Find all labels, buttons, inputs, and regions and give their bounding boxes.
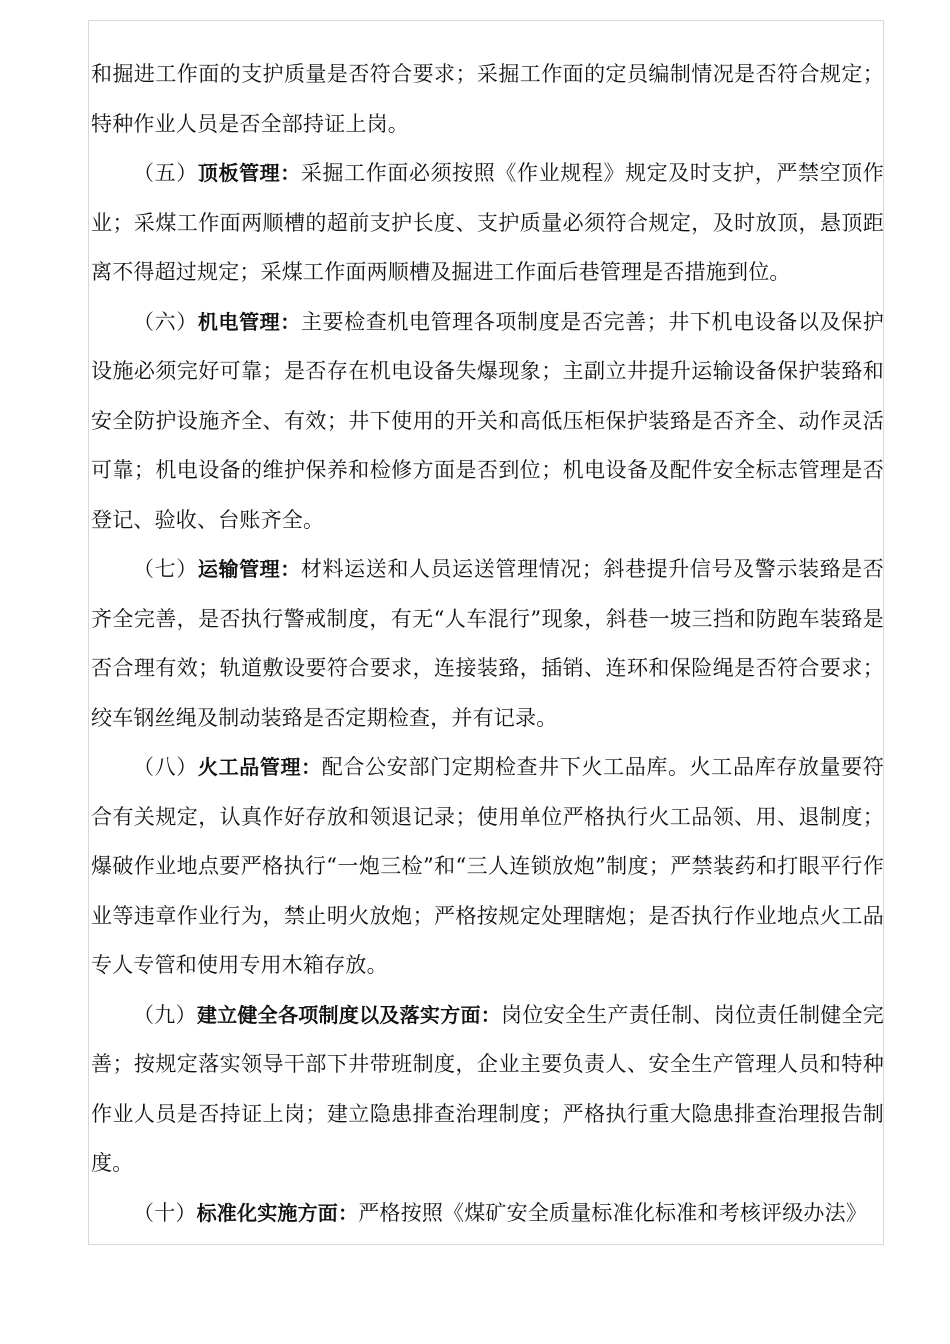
item-number: （六）	[133, 309, 198, 334]
item-heading: 机电管理：	[197, 309, 301, 334]
paragraph-standardization	[91, 1189, 884, 1239]
paragraph-system-implementation	[91, 991, 884, 1189]
paragraph-text: 材料运送和人员运送管理情况；斜巷提升信号及警示装臵是否齐全完善，是否执行警戒制度，有无“人车混行”现象，斜巷一坡三挡和防跑车装臵是否合理有效；轨道敷设要符合要求，连接装臵，插销、连环和保险绳是否符合要求；绞车钢丝绳及制动装臵是否定期检查，并有记录。	[91, 557, 884, 730]
document-body	[91, 50, 884, 1238]
paragraph-continued-support-quality	[91, 50, 884, 149]
paragraph-explosives-management	[91, 743, 884, 991]
paragraph-electromechanical-management	[91, 298, 884, 546]
paragraph-text: 采掘工作面必须按照《作业规程》规定及时支护，严禁空顶作业；采煤工作面两顺槽的超前支护长度、支护质量必须符合规定，及时放顶，悬顶距离不得超过规定；采煤工作面两顺槽及掘进工作面后巷管理是否措施到位。	[91, 161, 884, 284]
paragraph-text: 岗位安全生产责任制、岗位责任制健全完善；按规定落实领导干部下井带班制度，企业主要负责人、安全生产管理人员和特种作业人员是否持证上岗；建立隐患排查治理制度；严格执行重大隐患排查治理报告制度。	[91, 1002, 884, 1175]
paragraph-transport-management	[91, 545, 884, 743]
item-number: （十）	[133, 1200, 197, 1225]
item-heading: 建立健全各项制度以及落实方面：	[196, 1002, 502, 1027]
paragraph-text: 配合公安部门定期检查井下火工品库。火工品库存放量要符合有关规定，认真作好存放和领退记录；使用单位严格执行火工品领、用、退制度；爆破作业地点要严格执行“一炮三检”和“三人连锁放炮”制度；严禁装药和打眼平行作业等违章作业行为，禁止明火放炮；严格按规定处理瞎炮；是否执行作业地点火工品专人专管和使用专用木箱存放。	[91, 755, 884, 977]
item-number: （五）	[133, 161, 198, 185]
paragraph-text: 主要检查机电管理各项制度是否完善；井下机电设备以及保护设施必须完好可靠；是否存在机电设备失爆现象；主副立井提升运输设备保护装臵和安全防护设施齐全、有效；井下使用的开关和高低压柜保护装臵是否齐全、动作灵活可靠；机电设备的维护保养和检修方面是否到位；机电设备及配件安全标志管理是否登记、验收、台账齐全。	[91, 309, 884, 532]
paragraph-text: 和掘进工作面的支护质量是否符合要求；采掘工作面的定员编制情况是否符合规定；特种作业人员是否全部持证上岗。	[91, 62, 884, 136]
item-heading: 火工品管理：	[197, 755, 322, 779]
item-heading: 标准化实施方面：	[196, 1200, 359, 1225]
paragraph-text: 严格按照《煤矿安全质量标准化标准和考核评级办法》	[358, 1200, 868, 1225]
item-heading: 运输管理：	[197, 557, 301, 581]
item-heading: 顶板管理：	[197, 161, 301, 185]
paragraph-roof-management	[91, 149, 884, 298]
item-number: （九）	[133, 1002, 197, 1027]
item-number: （七）	[133, 557, 198, 581]
item-number: （八）	[133, 755, 198, 779]
